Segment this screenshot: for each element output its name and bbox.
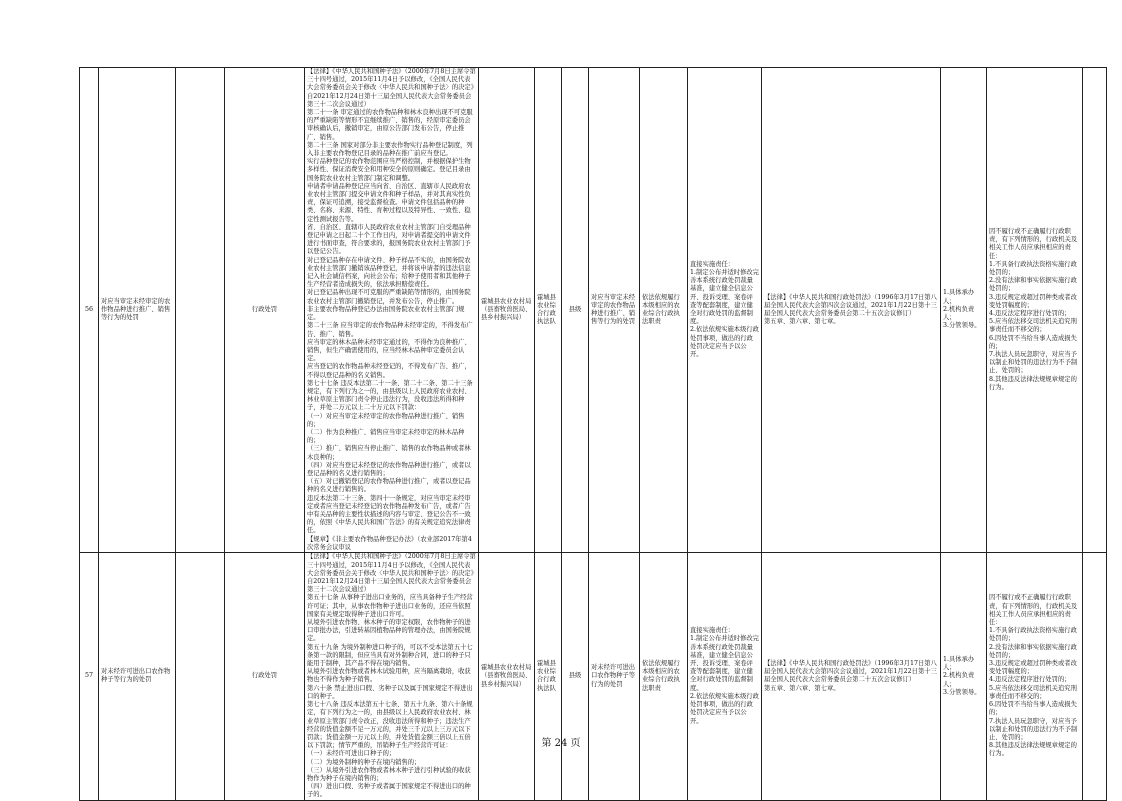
responsibility-duties: 直接实施责任： 1.制定公布并适时修改完善本系统行政处罚裁量基准，建立健全信息公开、投诉受理、案卷评查等配套制度，建立健全对行政处罚的监督制度。 2.依法依规实施本级行政处罚事项，做出的行政处罚决定应当予以公开。 [688, 552, 762, 800]
item-name: 对应当审定未经审定的农作物品种进行推广、销售等行为的处罚 [99, 68, 176, 553]
table-row [80, 552, 1107, 800]
empty-cell [176, 552, 225, 800]
executing-unit: 霍城县农业综合行政执法队 [535, 68, 562, 553]
implementing-subject: 依法依规履行本级相应的农业综合行政执法职责 [640, 552, 688, 800]
admin-level: 县级 [562, 68, 589, 553]
remark-cell [1083, 68, 1107, 553]
responsibility-duties: 直接实施责任： 1.制定公布并适时修改完善本系统行政处罚裁量基准，建立健全信息公开、投诉受理、案卷评查等配套制度，建立健全对行政处罚的监督制度。 2.依法依规实施本级行政处罚事项，做出的行政处罚决定应当予以公开。 [688, 68, 762, 553]
department: 霍城县农业农村局（县畜牧兽医局、县乡村振兴局） [479, 68, 535, 553]
row-number: 57 [80, 552, 99, 800]
item-type: 行政处罚 [225, 552, 305, 800]
liability-circumstances: 因不履行或不正确履行行政职责，有下列情形的，行政机关及相关工作人员应承担相应的责任： 1.不具备行政执法资格实施行政处罚的； 2.没有法律和事实依据实施行政处罚的； 3.违反规定或超过罚种类或者改变处罚幅度的； 4.违反法定程序进行处罚的； 5.应当依法移交司法机关追究刑事责任而不移交的； 6.因处罚不当给当事人造成损失的； 7.执法人员玩忽职守，对应当予以制止和处罚的违法行为不予制止、处罚的； 8.其他违反法律法规规章规定的行为。 [987, 68, 1083, 553]
item-name: 对未经许可进出口农作物种子等行为的处罚 [99, 552, 176, 800]
liability-circumstances: 因不履行或不正确履行行政职责，有下列情形的，行政机关及相关工作人员应承担相应的责任： 1.不具备行政执法资格实施行政处罚的； 2.没有法律和事实依据实施行政处罚的； 3.违反规定或超过罚种类或者改变处罚幅度的； 4.违反法定程序进行处罚的； 5.应当依法移交司法机关追究刑事责任而不移交的； 6.因处罚不当给当事人造成损失的； 7.执法人员玩忽职守，对应当予以制止和处罚的违法行为不予制止、处罚的； 8.其他违反法律法规规章规定的行为。 [987, 552, 1083, 800]
responsible-persons: 1.具体承办人； 2.机构负责人； 3.分管领导。 [941, 68, 987, 553]
remark-cell [1083, 552, 1107, 800]
legal-basis: 【法律】《中华人民共和国种子法》（2000年7月8日主席令第三十四号通过，2015年11月4日予以修改，《全国人民代表大会常务委员会关于修改〈中华人民共和国种子法〉的决定》自2021年12月24日第十三届全国人民代表大会常务委员会第三十二次会议通过） 第五十七条 从事种子进出口业务的，应当具备种子生产经营许可证；其中，从事农作物种子进出口业务的，还应当依照国家有关规定取得种子进出口许可。 从境外引进农作物、林木种子的审定权限，农作物种子的进口审批办法，引进转基因植物品种的管理办法，由国务院规定。 第五十九条 为境外制种进口种子的，可以不受本法第五十七条第一款的限制，但应当具有对外制种合同，进口的种子只能用于制种，其产品不得在境内销售。 从境外引进农作物或者林木试验用种，应当隔离栽培，收获物也不得作为种子销售。 第六十条 禁止进出口假、劣种子以及属于国家规定不得进出口的种子。 第七十八条 违反本法第五十七条、第五十九条、第六十条规定，有下列行为之一的，由县级以上人民政府农业农村、林业草原主管部门责令改正，没收违法所得和种子；违法生产经营的货值金额不足一万元的，并处三千元以上三万元以下罚款；货值金额一万元以上的，并处货值金额三倍以上五倍以下罚款；情节严重的，吊销种子生产经营许可证： （一）未经许可进出口种子的； （二）为境外制种的种子在境内销售的； （三）从境外引进农作物或者林木种子进行引种试验的收获物作为种子在境内销售的； （四）进出口假、劣种子或者属于国家规定不得进出口的种子的。 [305, 552, 479, 800]
responsible-persons: 1.具体承办人； 2.机构负责人； 3.分管领导。 [941, 552, 987, 800]
page-number: 第 24 页 [541, 738, 581, 749]
sub-item-name: 对应当审定未经审定的农作物品种进行推广、销售等行为的处罚 [589, 68, 640, 553]
table-row [80, 68, 1107, 553]
authority-list-table [79, 67, 1107, 801]
admin-level: 县级 [562, 552, 589, 800]
legal-basis: 【法律】《中华人民共和国种子法》（2000年7月8日主席令第三十四号通过，2015年11月4日予以修改，《全国人民代表大会常务委员会关于修改〈中华人民共和国种子法〉的决定》自2021年12月24日第十三届全国人民代表大会常务委员会第三十二次会议通过） 第二十一条 审定通过的农作物品种和林木良种出现不可克服的严重缺陷等情形不宜继续推广、销售的，经原审定委员会审核确认后，撤销审定，由原公告部门发布公告，停止推广、销售。 第二十三条 国家对部分非主要农作物实行品种登记制度，列入非主要农作物登记目录的品种在推广前应当登记。 实行品种登记的农作物范围应当严格控制，并根据保护生物多样性、保证消费安全和用种安全的原则确定。登记目录由国务院农业农村主管部门制定和调整。 申请者申请品种登记应当向省、自治区、直辖市人民政府农业农村主管部门提交申请文件和种子样品，并对其真实性负责，保证可追溯，接受监督检查。申请文件包括品种的种类、名称、来源、特性、育种过程以及特异性、一致性、稳定性测试报告等。 省、自治区、直辖市人民政府农业农村主管部门自受理品种登记申请之日起二十个工作日内，对申请者提交的申请文件进行书面审查，符合要求的，报国务院农业农村主管部门予以登记公告。 对已登记品种存在申请文件、种子样品不实的，由国务院农业农村主管部门撤销该品种登记，并将该申请者的违法信息记入社会诚信档案，向社会公布；给种子使用者和其他种子生产经营者造成损失的，依法承担赔偿责任。 对已登记品种出现不可克服的严重缺陷等情形的，由国务院农业农村主管部门撤销登记，并发布公告，停止推广。 非主要农作物品种登记办法由国务院农业农村主管部门规定。 第二十三条 应当审定的农作物品种未经审定的，不得发布广告、推广、销售。 应当审定的林木品种未经审定通过的，不得作为良种推广、销售，但生产确需使用的，应当经林木品种审定委员会认定。 应当登记的农作物品种未经登记的，不得发布广告、推广，不得以登记品种的名义销售。 第七十七条 违反本法第二十一条、第二十二条、第二十三条规定，有下列行为之一的，由县级以上人民政府农业农村、林业草原主管部门责令停止违法行为，没收违法所得和种子，并处二万元以上二十万元以下罚款： （一）对应当审定未经审定的农作物品种进行推广、销售的； （二）作为良种推广、销售应当审定未经审定的林木品种的； （三）推广、销售应当停止推广、销售的农作物品种或者林木良种的； （四）对应当登记未经登记的农作物品种进行推广，或者以登记品种的名义进行销售的； （五）对已撤销登记的农作物品种进行推广，或者以登记品种的名义进行销售的。 违反本法第二十三条、第四十一条规定，对应当审定未经审定或者应当登记未经登记的农作物品种发布广告，或者广告中有关品种的主要性状描述的内容与审定、登记公告不一致的，依照《中华人民共和国广告法》的有关规定追究法律责任。 【规章】《非主要农作物品种登记办法》（农业部2017年第4次常务会议审议 [305, 68, 479, 553]
implementing-subject: 依法依规履行本级相应的农业综合行政执法职责 [640, 68, 688, 553]
row-number: 56 [80, 68, 99, 553]
department: 霍城县农业农村局（县畜牧兽医局、县乡村振兴局） [479, 552, 535, 800]
empty-cell [176, 68, 225, 553]
duty-basis: 【法律】《中华人民共和国行政处罚法》（1996年3月17日第八届全国人民代表大会第四次会议通过，2021年1月22日第十三届全国人民代表大会常务委员会第二十五次会议修订） 第五章、第六章、第七章。 [762, 68, 941, 553]
executing-unit: 霍城县农业综合行政执法队 [535, 552, 562, 800]
duty-basis: 【法律】《中华人民共和国行政处罚法》（1996年3月17日第八届全国人民代表大会第四次会议通过，2021年1月22日第十三届全国人民代表大会常务委员会第二十五次会议修订） 第五章、第六章、第七章。 [762, 552, 941, 800]
sub-item-name: 对未经许可进出口农作物种子等行为的处罚 [589, 552, 640, 800]
item-type: 行政处罚 [225, 68, 305, 553]
